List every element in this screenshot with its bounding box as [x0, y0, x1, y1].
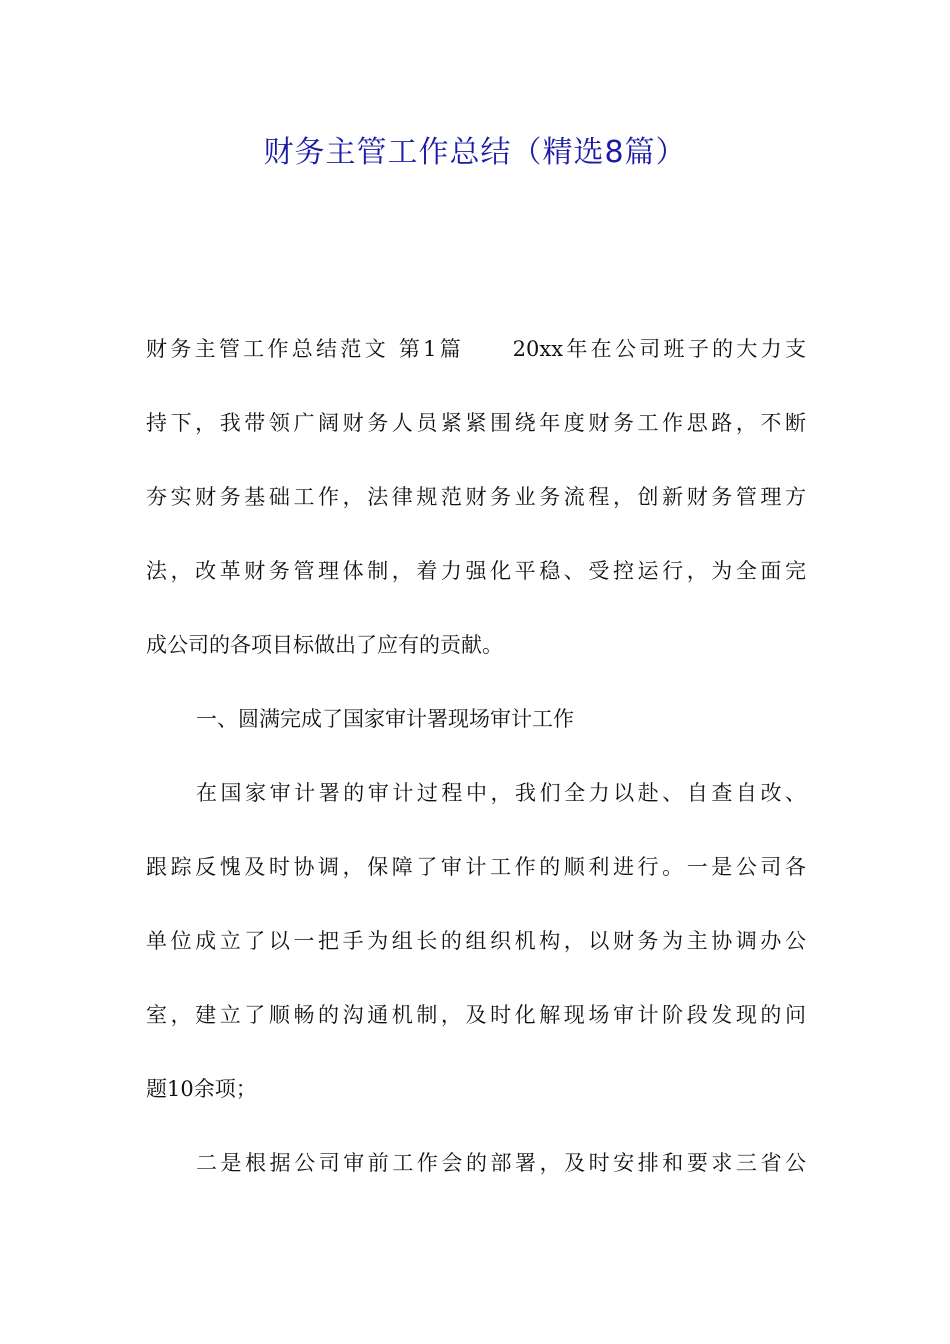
paragraph-line: 持下，我带领广阔财务人员紧紧围绕年度财务工作思路，不断 — [146, 411, 806, 435]
section-heading: 一、圆满完成了国家审计署现场审计工作 — [196, 707, 574, 731]
paragraph-line: 题10余项； — [146, 1077, 257, 1101]
paragraph-line: 夯实财务基础工作，法律规范财务业务流程，创新财务管理方 — [146, 485, 806, 509]
paragraph-line: 室，建立了顺畅的沟通机制，及时化解现场审计阶段发现的问 — [146, 1003, 806, 1027]
document-body — [146, 337, 806, 1175]
paragraph-line: 在国家审计署的审计过程中，我们全力以赴、自查自改、 — [196, 781, 806, 805]
paragraph-line: 成公司的各项目标做出了应有的贡献。 — [146, 633, 503, 657]
paragraph-line: 法，改革财务管理体制，着力强化平稳、受控运行，为全面完 — [146, 559, 806, 583]
paragraph-line: 单位成立了以一把手为组长的组织机构，以财务为主协调办公 — [146, 929, 806, 953]
paragraph-line: 二是根据公司审前工作会的部署，及时安排和要求三省公 — [196, 1151, 806, 1175]
paragraph-line: 财务主管工作总结范文 第1篇 20xx年在公司班子的大力支 — [146, 337, 806, 361]
paragraph-line: 跟踪反愧及时协调，保障了审计工作的顺利进行。一是公司各 — [146, 855, 806, 879]
document-title: 财务主管工作总结（精选8篇） — [263, 135, 687, 170]
